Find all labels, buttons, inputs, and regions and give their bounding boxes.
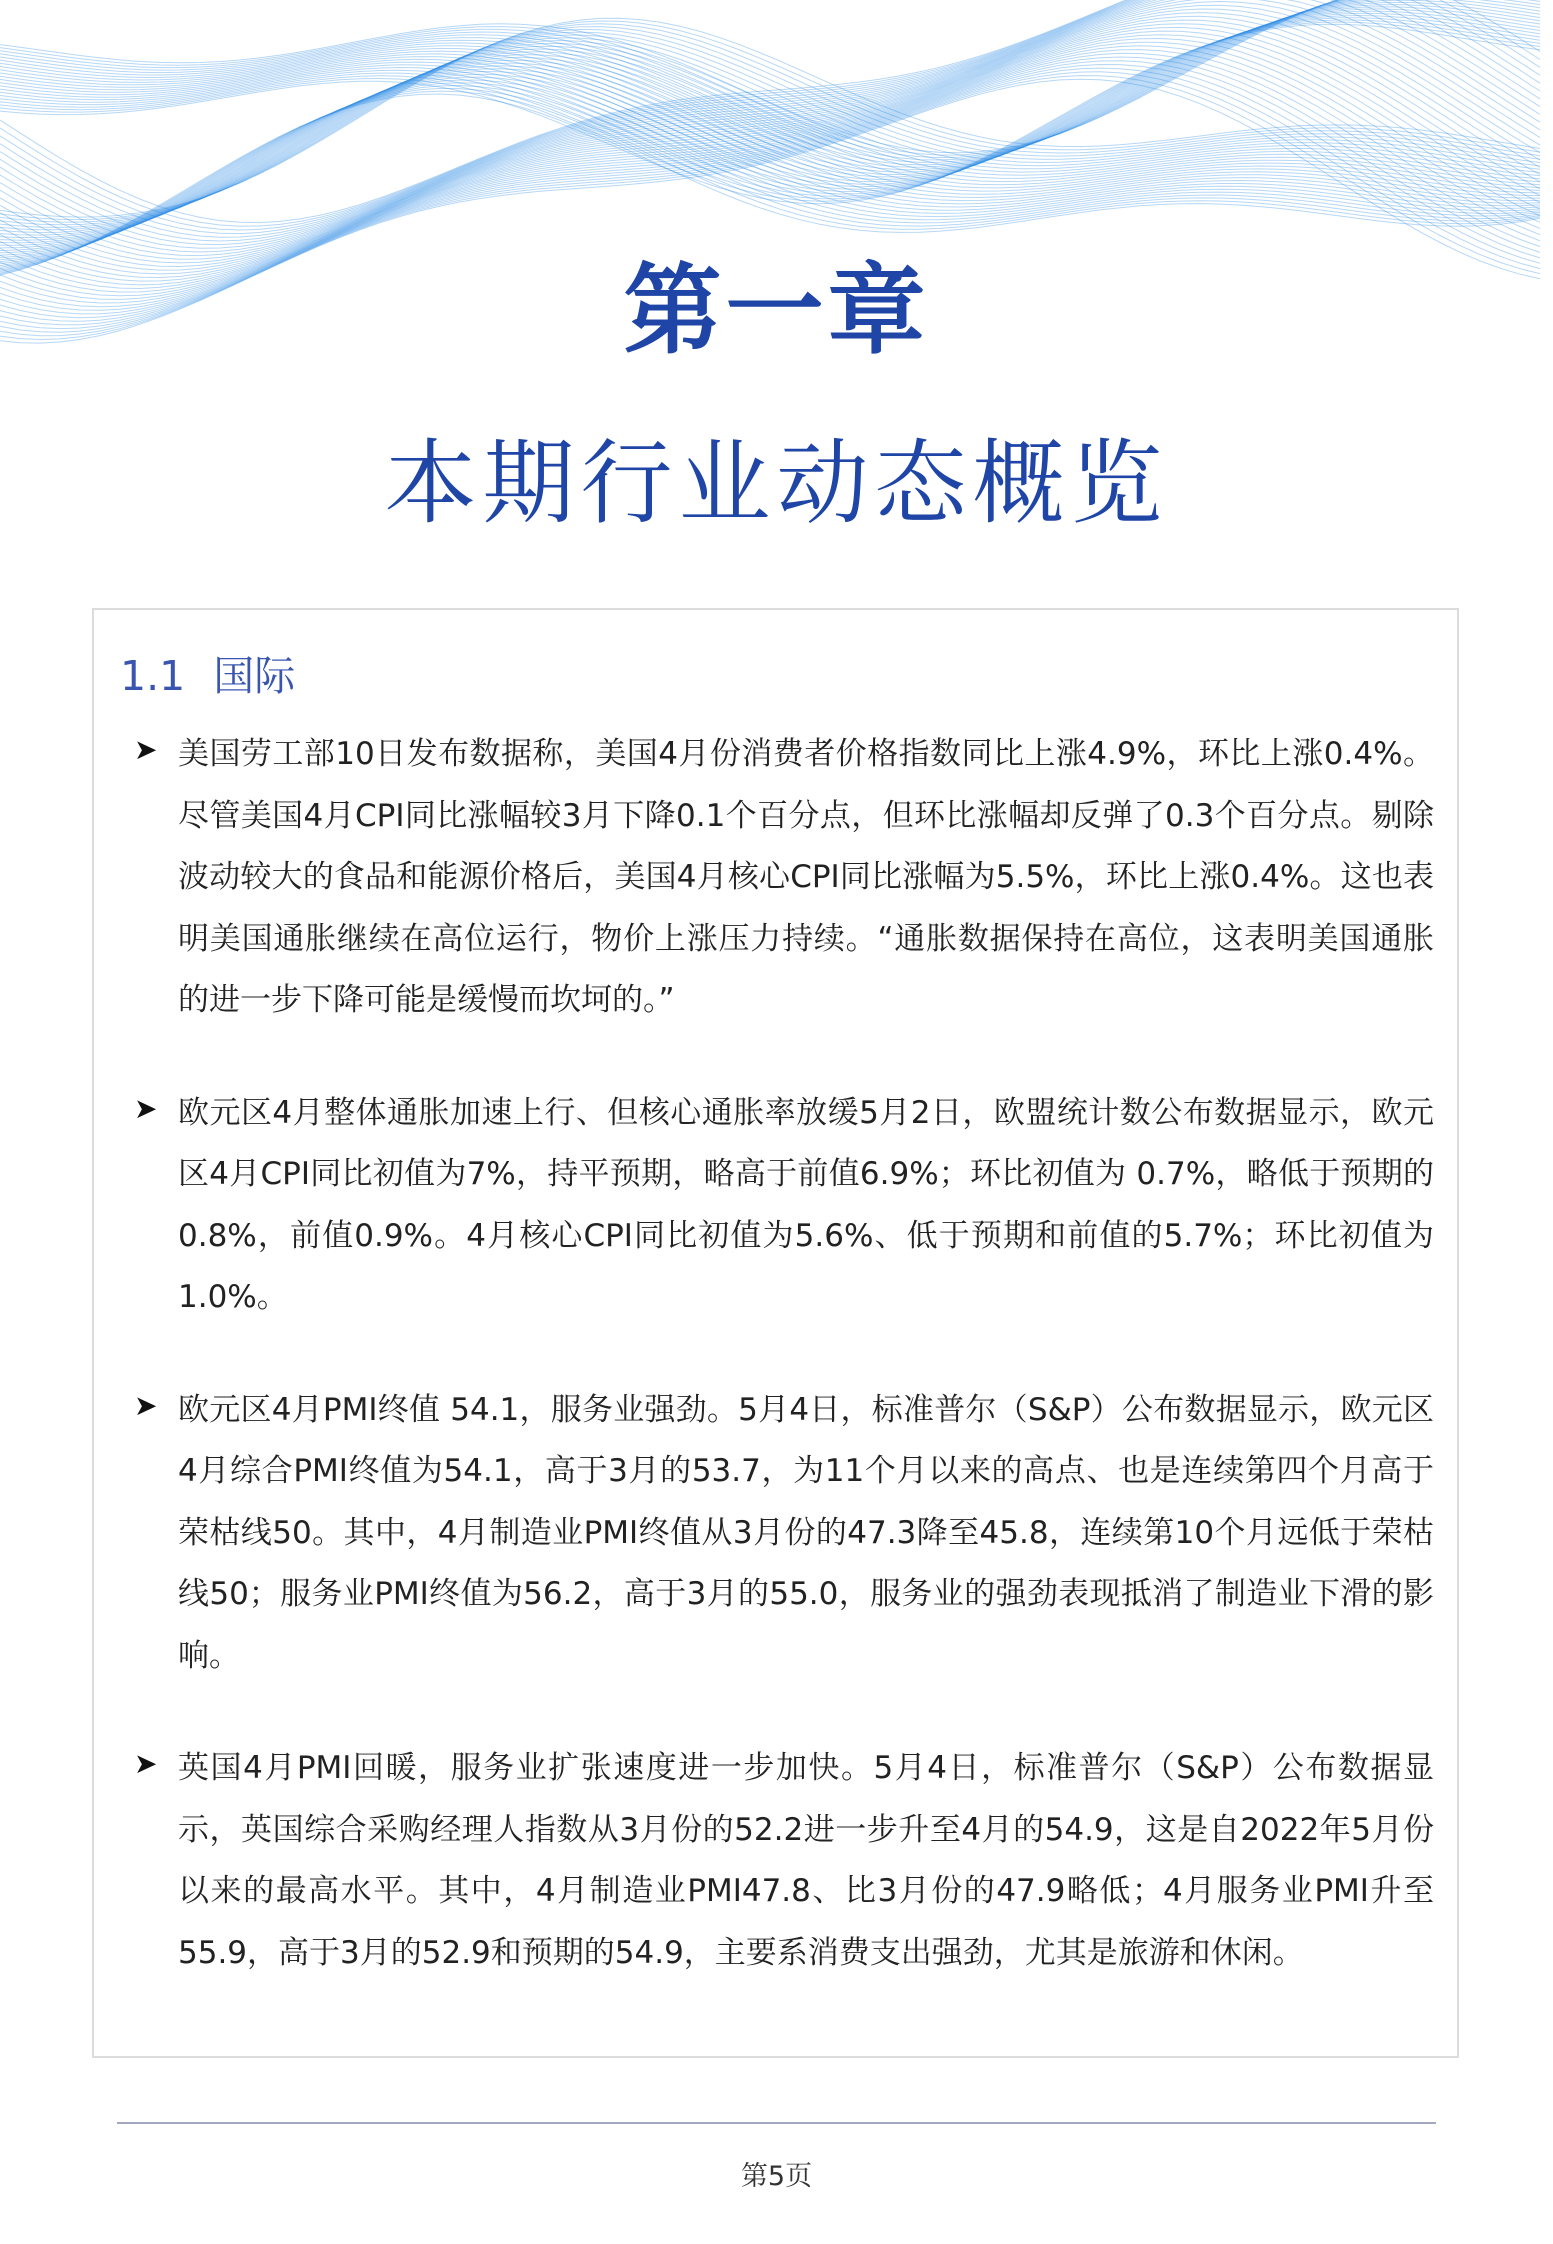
chapter-number: 第一章 — [623, 254, 930, 368]
content-box — [92, 608, 1459, 2058]
bullet-item — [134, 1380, 1434, 1688]
arrowhead-icon: ➤ — [134, 733, 158, 766]
wave-line — [0, 13, 1540, 278]
wave-line — [0, 0, 1540, 252]
bullet-item — [134, 1083, 1434, 1329]
bullet-list — [134, 724, 1434, 2035]
bullet-text: 英国4月PMI回暖，服务业扩张速度进一步加快。5月4日，标准普尔（S&P）公布数据显示，英国综合采购经理人指数从3月份的52.2进一步升至4月的54.9，这是自2022年5月份以来的最高水平。其中，4月制造业PMI47.8、比3月份的47.9略低；4月服务业PMI升至55.9，高于3月的52.9和预期的54.9，主要系消费支出强劲，尤其是旅游和休闲。 — [178, 1750, 1434, 1971]
bullet-item — [134, 724, 1434, 1032]
chapter-title: 本期行业动态概览 — [384, 430, 1169, 537]
bullet-text: 欧元区4月PMI终值 54.1，服务业强劲。5月4日，标准普尔（S&P）公布数据显示，欧元区4月综合PMI终值为54.1，高于3月的53.7，为11个月以来的高点、也是连续第四个月高于荣枯线50。其中，4月制造业PMI终值从3月份的47.3降至45.8，连续第10个月远低于荣枯线50；服务业PMI终值为56.2，高于3月的55.0，服务业的强劲表现抵消了制造业下滑的影响。 — [178, 1391, 1434, 1674]
footer-divider — [117, 2122, 1436, 2124]
bullet-item — [134, 1738, 1434, 1984]
bullet-text: 美国劳工部10日发布数据称，美国4月份消费者价格指数同比上涨4.9%，环比上涨0.4%。尽管美国4月CPI同比涨幅较3月下降0.1个百分点，但环比涨幅却反弹了0.3个百分点。剔除波动较大的食品和能源价格后，美国4月核心CPI同比涨幅为5.5%，环比上涨0.4%。这也表明美国通胀继续在高位运行，物价上涨压力持续。“通胀数据保持在高位，这表明美国通胀的进一步下降可能是缓慢而坎坷的。” — [178, 736, 1434, 1018]
arrowhead-icon: ➤ — [134, 1388, 158, 1422]
arrowhead-icon: ➤ — [134, 1747, 158, 1780]
page-number: 第5页 — [740, 2161, 813, 2192]
section-number: 1.1 — [120, 652, 186, 700]
arrowhead-icon: ➤ — [134, 1091, 158, 1125]
bullet-text: 欧元区4月整体通胀加速上行、但核心通胀率放缓5月2日，欧盟统计数公布数据显示，欧元区4月CPI同比初值为7%，持平预期，略高于前值6.9%；环比初值为 0.7%，略低于预期的0.8%，前值0.9%。4月核心CPI同比初值为5.6%、低于预期和前值的5.7%；环比初值为1.0%。 — [178, 1094, 1434, 1315]
section-heading — [120, 652, 295, 701]
section-title: 国际 — [213, 652, 296, 700]
